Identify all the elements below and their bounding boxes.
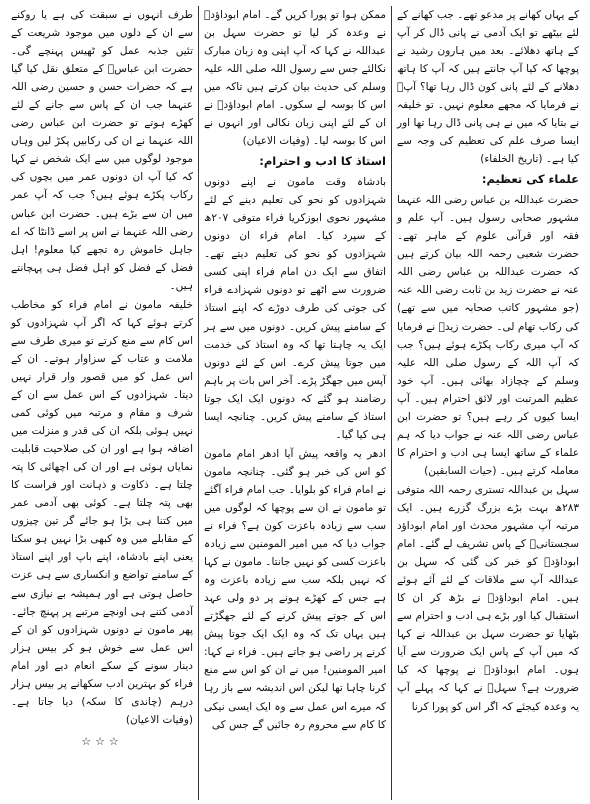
paragraph: سہل بن عبداللہ تستری رحمہ اللہ متوفی ۲۸۳ھ بہت بڑے بزرگ گزرے ہیں۔ ایک مرتبہ آپ مشہور محدث اور امام ابوداؤد سجستانیؒ کے پاس تشریف لے گئے۔ امام ابوداؤدؒ کو خبر کی گئی کہ سہل بن عبداللہ آپ سے ملاقات کے لئے آئے ہوئے ہیں۔ امام ابوداؤدؒ نے بڑھ کر ان کا استقبال کیا اور بڑے ہی ادب و احترام سے بٹھایا تو حضرت سہل بن عبداللہ نے کہا کہ میں آپ کے پاس ایک ضرورت سے آیا ہوں۔ امام ابوداؤدؒ نے پوچھا کہ کیا ضرورت ہے؟ سہلؒ نے کہا کہ پہلے آپ یہ وعدہ کیجئے کہ اگر اس کو پورا کرنا	[397, 483, 579, 713]
paragraph: بادشاہ وقت مامون نے اپنے دونوں شہزادوں کو نحو کی تعلیم دینے کے لئے مشہور نحوی ابوزکریا فراء متوفی ۲۰۷ھ کے سپرد کیا۔ امام فراء ان دونوں شہزادوں کو نحو کی تعلیم دیتے تھے۔ اتفاق سے ایک دن امام فراء اپنی کسی ضرورت سے اٹھے تو دونوں شہزادے فراء کی جوتی کی طرف دوڑے کہ اپنے استاذ کے سامنے پیش کریں۔ دونوں میں سے ہر ایک یہ چاہتا تھا کہ وہ استاذ کی خدمت میں جوتا پیش کرے۔ اس کے لئے دونوں آپس میں جھگڑ پڑے۔ آخر اس بات پر باہم رضامند ہو گئے کہ دونوں ایک ایک جوتا استاذ کے سامنے پیش کریں۔ چنانچہ ایسا ہی کیا گیا۔	[204, 176, 386, 441]
text-column-left	[6, 6, 199, 800]
text-column-middle	[199, 6, 392, 800]
section-heading: علماء کی تعظیم:	[481, 172, 579, 187]
paragraph: طرف انہوں نے سبقت کی ہے یا روکنے سے ان کے دلوں میں موجود شریعت کے تئیں جذبہ عمل کو ٹھیس پہنچے گی۔ حضرت ابن عباسؓ کے متعلق نقل کیا گیا ہے کہ حضرات حسن و حسین رضی اللہ عنہما جب ان کے پاس سے جانے کے لئے کھڑے ہوتے تو حضرت ابن عباس رضی اللہ عنہما نے ان کی رکابیں پکڑ لیں وہاں موجود لوگوں میں سے ایک شخص نے کہا کہ کیا آپ ان دونوں عمر میں بچوں کی رکاب پکڑے ہوئے ہیں؟ جب کہ آپ عمر میں ان سے بڑے ہیں۔ حضرت ابن عباس رضی اللہ عنہما نے اس پر اسے ڈانٹا کہ اے جاہل خاموش رہ تجھے کیا معلوم! اہل فضل کے فضل کو اہل فضل ہی پہچانتے ہیں۔	[11, 9, 193, 292]
paragraph: خلیفہ مامون نے امام فراء کو مخاطب کرتے ہوئے کہا کہ اگر آپ شہزادوں کو اس کام سے منع کرتے تو میری طرف سے ملامت و عتاب کے سزاوار ہوتے۔ ان کے اس عمل کو میں قصور وار قرار نہیں دیتا۔ شہزادوں کے اس عمل سے ان کے شرف و مقام و مرتبہ میں کوئی کمی نہیں ہوئی بلکہ ان کی قدر و منزلت میں اضافہ ہوا ہے اور ان کی صلاحیت قابلیت نمایاں ہوئی ہے اور ان کی اچھائی کا پتہ چلتا ہے۔ ذکاوت و ذہانت اور فراست کا بھی پتہ چلتا ہے۔ کوئی بھی آدمی عمر میں کتنا ہی بڑا ہو جائے گر تین چیزوں کے مقابلے میں وہ کبھی بڑا نہیں ہو سکتا یعنی اپنے بادشاہ، اپنے باپ اور اپنے استاذ کے سامنے تواضع و انکساری سے ہی عزت حاصل ہوتی ہے اور ہمیشہ بے نیازی سے آدمی کتنے ہی اونچے مرتبے پر پہنچ جائے۔ پھر مامون نے دونوں شہزادوں کو ان کے اس عمل سے خوش ہو کر بیس ہزار دینار سونے کے سکے انعام دیے اور امام فراء کو بہترین ادب سکھانے پر بیس ہزار درہم (چاندی کا سکہ) دیا جاتا ہے۔ (وفیات الاعیان)	[11, 298, 193, 726]
text-column-right	[392, 6, 584, 800]
section-heading: استاذ کا ادب و احترام:	[259, 154, 386, 169]
paragraph: حضرت عبداللہ بن عباس رضی اللہ عنہما مشہور صحابی رسول ہیں۔ آپ علم و فقہ اور قرآنی علوم کے ماہر تھے۔ حضرت شعبی رحمہ اللہ بیان کرتے ہیں کہ حضرت عبداللہ بن عباس رضی اللہ عنہ نے حضرت زید بن ثابت رضی اللہ عنہ (جو مشہور کاتب صحابہ میں سے تھے) کی رکاب تھام لی۔ حضرت زیدؓ نے فرمایا کہ آپ میری رکاب پکڑے ہوئے ہیں؟ جب کہ آپ اللہ کے رسول صلی اللہ علیہ وسلم کے چچازاد بھائی ہیں۔ آپ خود عظیم المرتبت اور لائق احترام ہیں۔ آپ ایسا کیوں کر رہے ہیں؟ تو حضرت ابن عباس رضی اللہ عنہ نے جواب دیا کہ ہم علماء کے ساتھ ایسا ہی ادب و احترام کا معاملہ کرتے ہیں۔ (حیات السابقین)	[397, 194, 579, 477]
star-ornament: ☆☆☆	[81, 734, 123, 748]
paragraph: ممکن ہوا تو پورا کریں گے۔ امام ابوداؤدؒ نے وعدہ کر لیا تو حضرت سہل بن عبداللہ نے کہا کہ آپ اپنی وہ زبان مبارک نکالئے جس سے رسول اللہ صلی اللہ علیہ وسلم کی حدیث بیان کرتے ہیں تاکہ میں اس کا بوسہ لے سکوں۔ امام ابوداؤدؒ نے ان کے لئے اپنی زبان نکالی اور انہوں نے اس کا بوسہ لیا۔ (وفیات الاعیان)	[204, 9, 386, 148]
paragraph: کے یہاں کھانے پر مدعو تھے۔ جب کھانے کے لئے بیٹھے تو ایک آدمی نے پانی ڈال کر آپ کے ہاتھ دھلائے۔ بعد میں ہارون رشید نے پوچھا کہ کیا آپ جانتے ہیں کہ آپ کا ہاتھ دھلانے کے لئے پانی کون ڈال رہا تھا؟ آپؒ نے فرمایا کہ مجھے معلوم نہیں۔ تو خلیفہ نے بتایا کہ میں نے ہی پانی ڈال رہا تھا اور ایسا صرف علم کی تعظیم کی وجہ سے کیا ہے۔ (تاریخ الخلفاء)	[397, 9, 579, 166]
paragraph: ادھر یہ واقعہ پیش آیا ادھر امام مامون کو اس کی خبر ہو گئی۔ چنانچہ مامون نے امام فراء کو بلوایا۔ جب امام فراء آگئے تو مامون نے ان سے پوچھا کہ لوگوں میں سب سے زیادہ باعزت کون ہے؟ فراء نے جواب دیا کہ میں امیر المومنین سے زیادہ باعزت کسی کو نہیں جانتا۔ مامون نے کہا کہ نہیں بلکہ سب سے زیادہ باعزت وہ ہے جس کے کھڑے ہونے پر دو ولی عہد اس کے جوتے پیش کرنے کے لئے جھگڑتے ہیں یہاں تک کہ وہ ایک ایک جوتا پیش کرنے پر راضی ہو جاتے ہیں۔ فراء نے کہا: امیر المومنین! میں نے ان کو اس سے منع کرنا چاہا تھا لیکن اس اندیشہ سے باز رہا کہ میرے اس عمل سے وہ ایک ایسی نیکی کا کام سے محروم رہ جائیں گے جس کی	[204, 447, 386, 731]
